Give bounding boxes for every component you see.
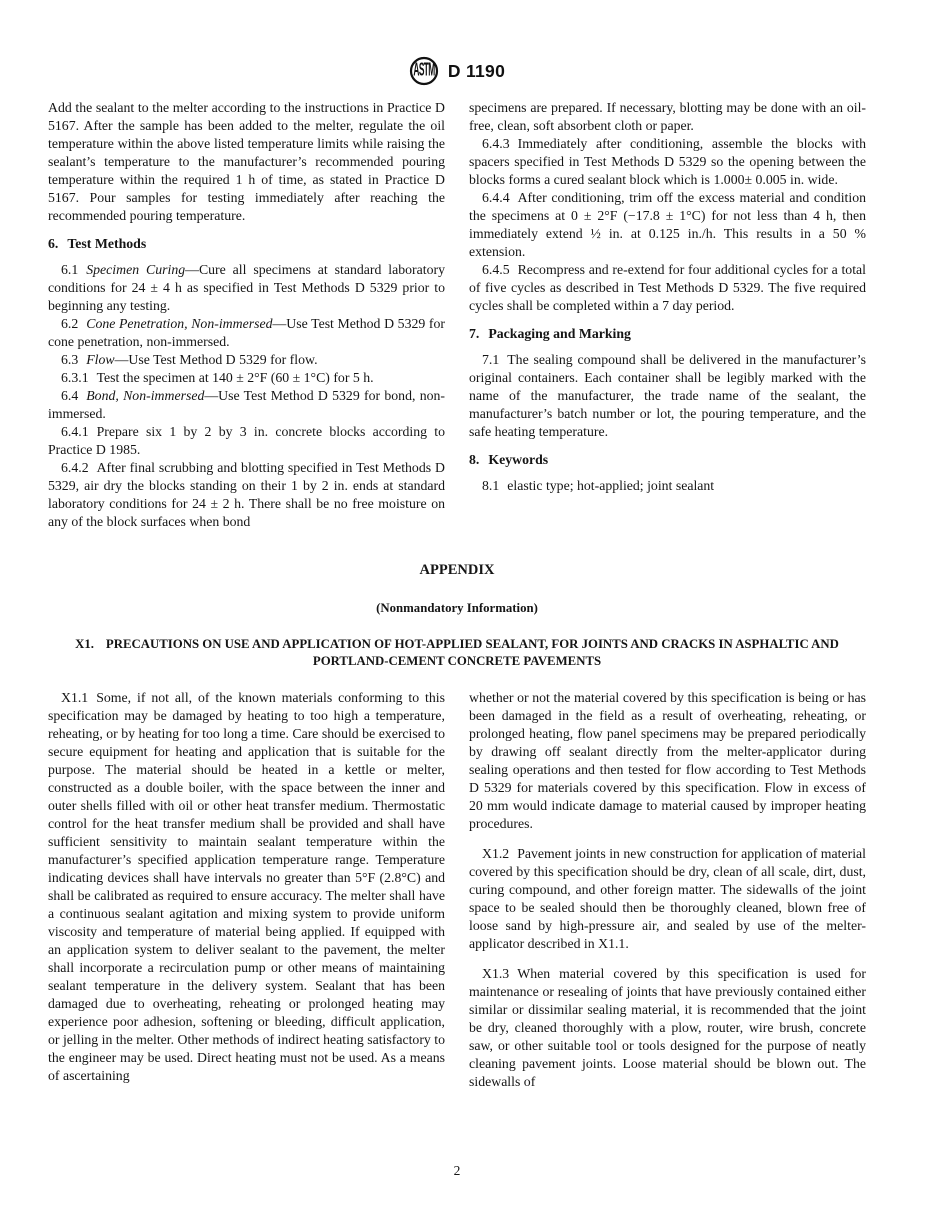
section-7-heading — [469, 325, 866, 343]
page-content — [48, 0, 866, 1091]
clause-number: 6.1 — [61, 262, 79, 277]
clause-text: The sealing compound shall be delivered in the manufacturer’s original containers. Each container shall be legibly marked with the name of the manufacturer, the trade name of the sealant, the manufacturer’s batch number or lot, the pouring temperature, and the safe heating temperature. — [469, 352, 866, 439]
clause-number: X1.3 — [482, 966, 510, 981]
clause-x1-1 — [48, 689, 445, 1085]
section-number: 6. — [48, 236, 59, 251]
appendix-title: APPENDIX — [419, 562, 495, 578]
clause-number: X1.1 — [61, 690, 89, 705]
clause-text: —Cure all specimens at standard laboratory conditions for 24 ± 4 h as specified in Test Methods D 5329 prior to beginning any testing. — [48, 262, 445, 313]
clause-term: Flow — [86, 352, 115, 367]
appendix-right-column — [469, 689, 866, 1091]
main-left-column — [48, 99, 445, 531]
clause-text: Pavement joints in new construction for application of material covered by this specification should be dry, clean of all scale, dirt, dust, curing compound, and other foreign matter. The sidewalls of the joint space to be sealed should then be thoroughly cleaned, blown free of loose sand by high-pressure air, and sealed by use of the melter-applicator described in X1.1. — [469, 846, 866, 951]
section-title: Test Methods — [67, 236, 147, 251]
clause-text: When material covered by this specification is used for maintenance or resealing of joints that have previously contained either similar or dissimilar sealing material, it is recommended that the joint be dry, cleaned thoroughly with a plow, router, wire brush, concrete saw, or other suitable tool or tools designed for the purpose of neatly cleaning pavement joints. Loose material should be blown out. The sidewalls of — [469, 966, 866, 1089]
appendix-left-column — [48, 689, 445, 1091]
clause-text: After conditioning, trim off the excess material and condition the specimens at 0 ± 2°F (−17.8 ± 1°C) for not less than 4 h, then immediately extend ½ in. at 0.125 in./h. This results in a 50 % extension. — [469, 190, 866, 259]
clause-6-4-2-continued: specimens are prepared. If necessary, blotting may be done with an oil-free, clean, soft absorbent cloth or paper. — [469, 100, 866, 133]
document-number: D 1190 — [447, 60, 506, 81]
section-8-heading — [469, 451, 866, 469]
section-number: 8. — [469, 452, 480, 467]
clause-text: Prepare six 1 by 2 by 3 in. concrete blocks according to Practice D 1985. — [48, 424, 445, 457]
clause-text: Test the specimen at 140 ± 2°F (60 ± 1°C) for 5 h. — [96, 370, 374, 385]
appendix-x1-number: X1. — [75, 637, 94, 651]
clause-number: 6.4.3 — [482, 136, 510, 151]
clause-number: 6.4.2 — [61, 460, 89, 475]
clause-number: 6.3.1 — [61, 370, 89, 385]
appendix-columns — [48, 689, 866, 1091]
clause-7-1 — [469, 351, 866, 441]
clause-intro: Add the sealant to the melter according to the instructions in Practice D 5167. After the sample has been added to the melter, regulate the oil temperature within the above listed temperature limits while raising the sealant’s temperature to the manufacturer’s recommended pouring temperature within the required 1 h of time, as stated in Practice D 5167. Pour samples for testing immediately after reaching the recommended pouring temperature. — [48, 100, 445, 223]
clause-text: —Use Test Method D 5329 for cone penetration, non-immersed. — [48, 316, 445, 349]
clause-x1-1-continued: whether or not the material covered by this specification is being or has been damaged in the field as a result of overheating, reheating, or prolonged heating, flow panel specimens may be prepared periodically by drawing off sealant directly from the melter-applicator during sealing operations and then tested for flow according to Test Methods D 5329 for materials covered by this specification. Flow in excess of 20 mm would indicate damage to material caused by improper heating procedures. — [469, 690, 866, 831]
clause-6-4-1 — [48, 423, 445, 459]
clause-text: Recompress and re-extend for four additional cycles for a total of five cycles as described in Test Methods D 5329. The five required cycles shall be completed within a 7 day period. — [469, 262, 866, 313]
section-number: 7. — [469, 326, 480, 341]
clause-6-4-3 — [469, 135, 866, 189]
appendix-x1-heading — [71, 636, 843, 669]
clause-8-1 — [469, 477, 866, 495]
clause-text: elastic type; hot-applied; joint sealant — [507, 478, 715, 493]
page-number: 2 — [453, 1163, 461, 1178]
appendix-subtitle: (Nonmandatory Information) — [376, 601, 538, 615]
svg-text:ASTM: ASTM — [413, 60, 435, 81]
clause-term: Bond, Non-immersed — [86, 388, 205, 403]
clause-6-4-4 — [469, 189, 866, 261]
clause-x1-2 — [469, 845, 866, 953]
clause-6-4-5 — [469, 261, 866, 315]
clause-6-4 — [48, 387, 445, 423]
document-header — [48, 0, 866, 86]
clause-number: 6.3 — [61, 352, 79, 367]
clause-term: Specimen Curing — [86, 262, 186, 277]
clause-6-2 — [48, 315, 445, 351]
clause-number: X1.2 — [482, 846, 510, 861]
clause-number: 6.4.1 — [61, 424, 89, 439]
clause-text: —Use Test Method D 5329 for bond, non-immersed. — [48, 388, 445, 421]
astm-logo-icon — [409, 56, 439, 86]
clause-x1-3 — [469, 965, 866, 1091]
clause-6-1 — [48, 261, 445, 315]
clause-6-3 — [48, 351, 445, 369]
clause-term: Cone Penetration, Non-immersed — [86, 316, 273, 331]
clause-text: —Use Test Method D 5329 for flow. — [114, 352, 318, 367]
clause-number: 6.2 — [61, 316, 79, 331]
clause-6-3-1 — [48, 369, 445, 387]
clause-number: 8.1 — [482, 478, 500, 493]
clause-text: Immediately after conditioning, assemble the blocks with spacers specified in Test Methods D 5329 so the opening between the blocks forms a cured sealant block which is 1.000± 0.005 in. wide. — [469, 136, 866, 187]
section-title: Packaging and Marking — [488, 326, 631, 341]
clause-number: 7.1 — [482, 352, 500, 367]
main-right-column — [469, 99, 866, 531]
clause-number: 6.4 — [61, 388, 79, 403]
clause-6-4-2 — [48, 459, 445, 531]
section-title: Keywords — [488, 452, 549, 467]
clause-text: Some, if not all, of the known materials conforming to this specification may be damaged by heating to too high a temperature, reheating, or by heating for too long a time. Care should be exercised to secure equipment for heating and application that is suitable for the purpose. The material should be heated in a kettle or melter, constructed as a double boiler, with the space between the inner and outer shells filled with oil or other heat transfer medium. Thermostatic control for the heat transfer medium shall be provided and shall have sufficient sensitivity to maintain sealant temperature within the manufacturer’s specified application temperature range. Temperature indicating devices shall have intervals no greater than 5°F (2.8°C) and shall be calibrated as required to ensure accuracy. The melter shall have a continuous sealant agitation and mixing system to provide uniform viscosity and temperature of material being applied. If equipped with an application system to deliver sealant to the pavement, the melter shall incorporate a recirculation pump or other means of maintaining sealant temperature in the delivery system. Sealant that has been damaged due to overheating, reheating or prolonged heating may experience poor adhesion, softening or bleeding, difficult application, or jelling in the melter. Other methods of indirect heating satisfactory to the engineer may be used. Direct heating must not be used. As a means of ascertaining — [48, 690, 445, 1083]
section-6-heading — [48, 235, 445, 253]
clause-number: 6.4.4 — [482, 190, 510, 205]
appendix-x1-title: PRECAUTIONS ON USE AND APPLICATION OF HOT-APPLIED SEALANT, FOR JOINTS AND CRACKS IN ASPHALTIC AND PORTLAND-CEMENT CONCRETE PAVEMENTS — [105, 637, 839, 668]
main-columns — [48, 99, 866, 531]
clause-number: 6.4.5 — [482, 262, 510, 277]
clause-text: After final scrubbing and blotting specified in Test Methods D 5329, air dry the blocks standing on their 1 by 2 in. ends at standard laboratory conditions for 24 ± 2 h. There shall be no free moisture on any of the block surfaces when bond — [48, 460, 445, 529]
